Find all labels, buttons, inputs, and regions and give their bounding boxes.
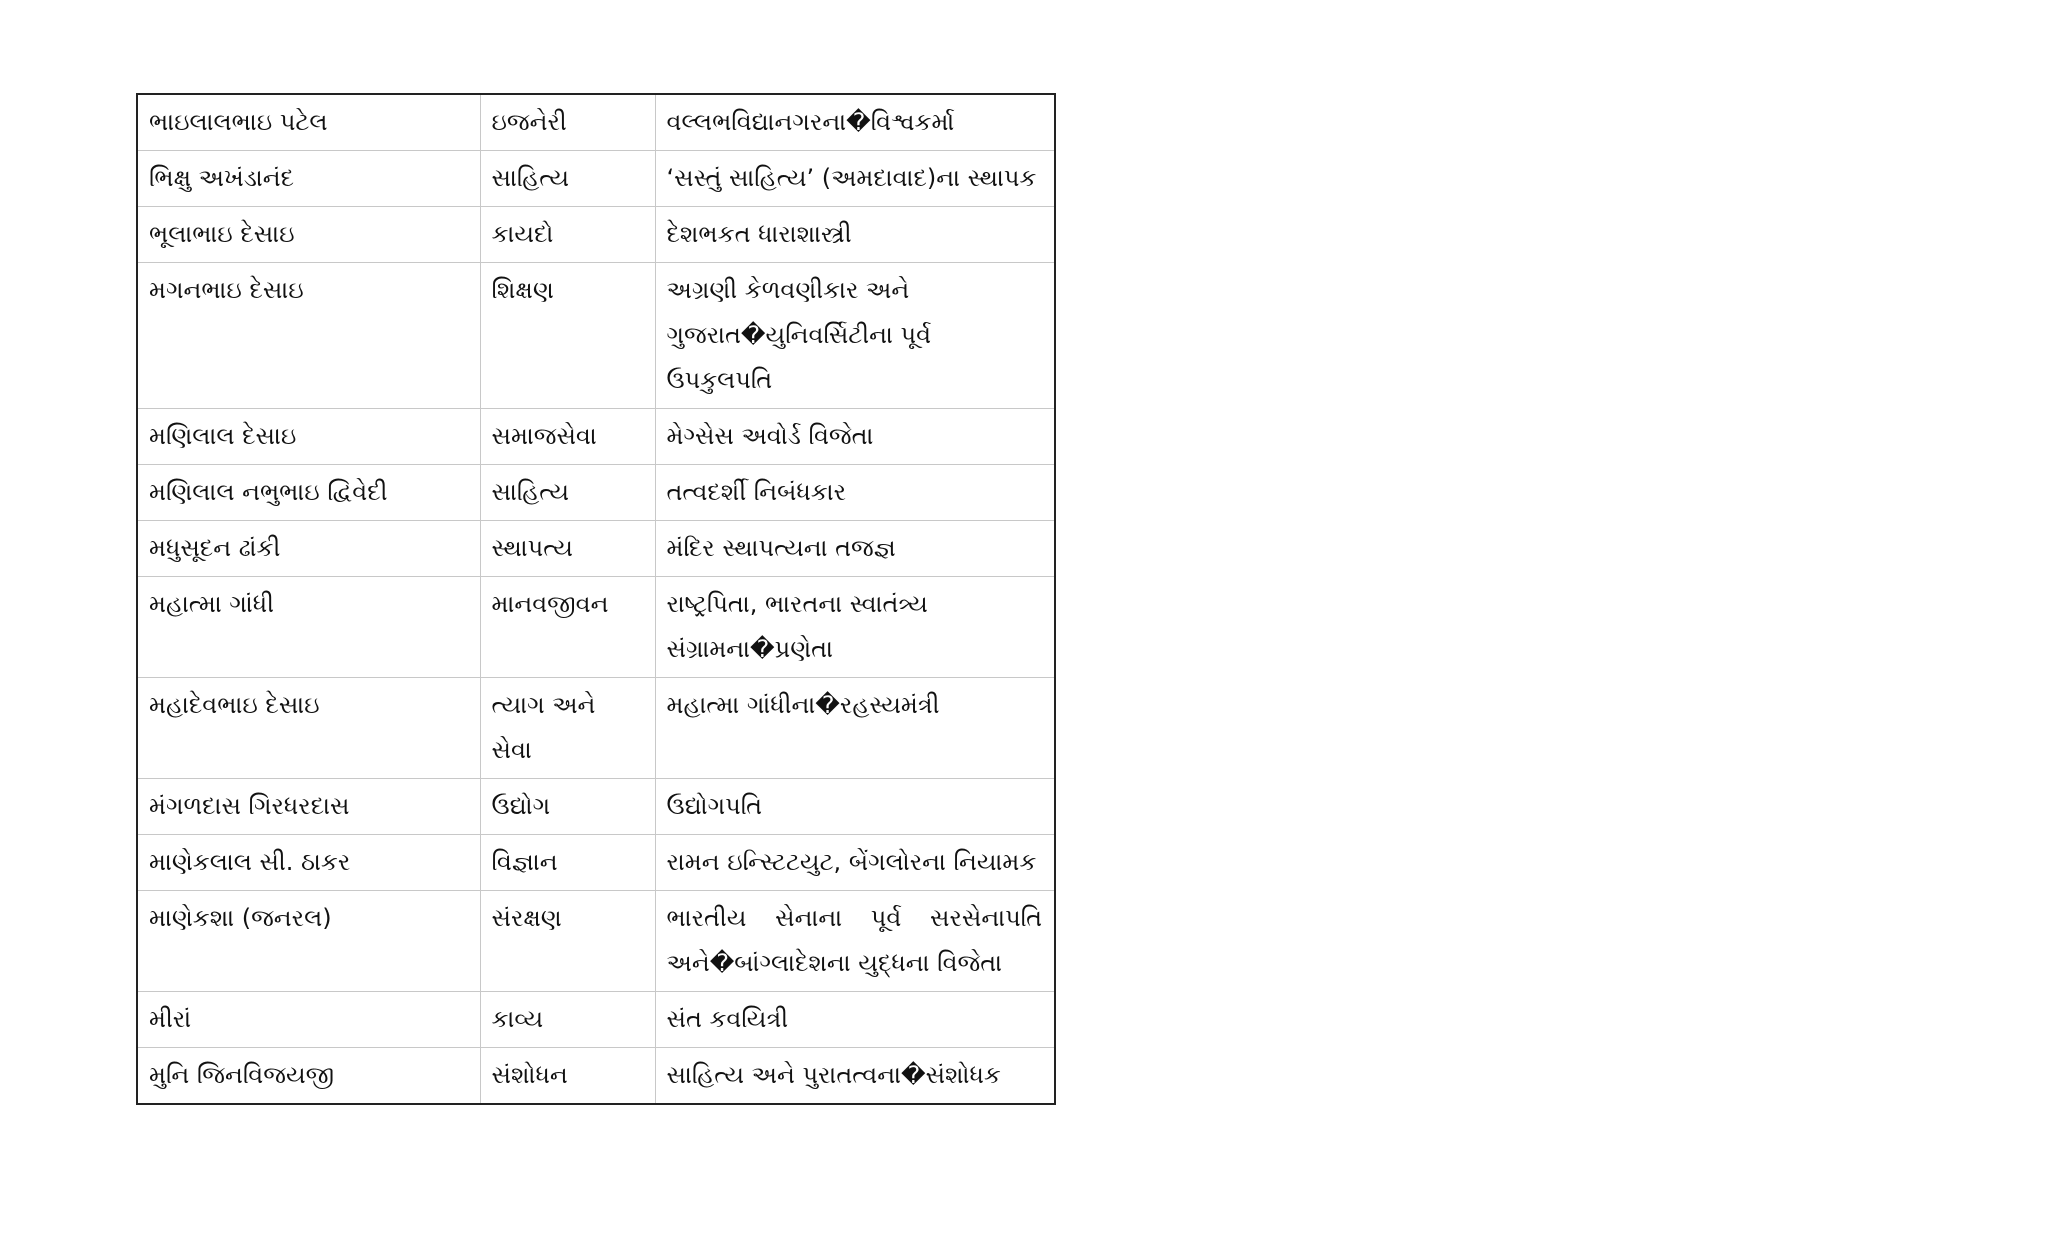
field-cell: ઉદ્યોગ xyxy=(480,779,655,835)
description-cell: રાષ્ટ્રપિતા, ભારતના સ્વાતંત્ર્ય સંગ્રામના�પ્રણેતા xyxy=(655,577,1055,678)
name-cell: મધુસૂદન ઢાંકી xyxy=(137,521,480,577)
field-cell: સ્થાપત્ય xyxy=(480,521,655,577)
description-cell: દેશભકત ધારાશાસ્ત્રી xyxy=(655,207,1055,263)
description-cell: સંત કવયિત્રી xyxy=(655,992,1055,1048)
table-row xyxy=(137,577,1055,678)
description-cell: મેગ્સેસ અવોર્ડ વિજેતા xyxy=(655,409,1055,465)
table-row xyxy=(137,207,1055,263)
field-cell: ઇજનેરી xyxy=(480,94,655,151)
table-row xyxy=(137,151,1055,207)
field-cell: સાહિત્ય xyxy=(480,151,655,207)
name-cell: મણિલાલ દેસાઇ xyxy=(137,409,480,465)
table-row xyxy=(137,1048,1055,1105)
description-cell: ભારતીય સેનાના પૂર્વ સરસેનાપતિ અને�બાંગ્લાદેશના યુદ્ધના વિજેતા xyxy=(655,891,1055,992)
field-cell: માનવજીવન xyxy=(480,577,655,678)
table-row xyxy=(137,891,1055,992)
description-cell: રામન ઇન્સ્ટિટયુટ, બેંગલોરના નિયામક xyxy=(655,835,1055,891)
table-row xyxy=(137,779,1055,835)
description-cell: ‘સસ્તું સાહિત્ય’ (અમદાવાદ)ના સ્થાપક xyxy=(655,151,1055,207)
name-cell: મહાદેવભાઇ દેસાઇ xyxy=(137,678,480,779)
field-cell: સંરક્ષણ xyxy=(480,891,655,992)
table-row xyxy=(137,263,1055,409)
name-cell: ભાઇલાલભાઇ પટેલ xyxy=(137,94,480,151)
name-cell: મુનિ જિનવિજયજી xyxy=(137,1048,480,1105)
description-cell: મહાત્મા ગાંધીના�રહસ્યમંત્રી xyxy=(655,678,1055,779)
field-cell: સાહિત્ય xyxy=(480,465,655,521)
description-cell: ઉદ્યોગપતિ xyxy=(655,779,1055,835)
table-row xyxy=(137,521,1055,577)
table-row xyxy=(137,409,1055,465)
table-row xyxy=(137,94,1055,151)
personalities-table xyxy=(136,93,1056,1105)
field-cell: સંશોધન xyxy=(480,1048,655,1105)
field-cell: શિક્ષણ xyxy=(480,263,655,409)
name-cell: ભૂલાભાઇ દેસાઇ xyxy=(137,207,480,263)
name-cell: ભિક્ષુ અખંડાનંદ xyxy=(137,151,480,207)
name-cell: મહાત્મા ગાંધી xyxy=(137,577,480,678)
field-cell: કાયદો xyxy=(480,207,655,263)
name-cell: માણેકલાલ સી. ઠાકર xyxy=(137,835,480,891)
name-cell: મગનભાઇ દેસાઇ xyxy=(137,263,480,409)
field-cell: વિજ્ઞાન xyxy=(480,835,655,891)
name-cell: મણિલાલ નભુભાઇ દ્વિવેદી xyxy=(137,465,480,521)
table-row xyxy=(137,678,1055,779)
field-cell: કાવ્ય xyxy=(480,992,655,1048)
name-cell: માણેકશા (જનરલ) xyxy=(137,891,480,992)
description-cell: અગ્રણી કેળવણીકાર અને ગુજરાત�યુનિવર્સિટીના પૂર્વ ઉપકુલપતિ xyxy=(655,263,1055,409)
description-cell: વલ્લભવિદ્યાનગરના�વિશ્વકર્મા xyxy=(655,94,1055,151)
field-cell: સમાજસેવા xyxy=(480,409,655,465)
document-page xyxy=(136,93,1054,1105)
name-cell: મીરાં xyxy=(137,992,480,1048)
description-cell: મંદિર સ્થાપત્યના તજજ્ઞ xyxy=(655,521,1055,577)
description-cell: સાહિત્ય અને પુરાતત્વના�સંશોધક xyxy=(655,1048,1055,1105)
description-cell: તત્વદર્શી નિબંધકાર xyxy=(655,465,1055,521)
field-cell: ત્યાગ અને સેવા xyxy=(480,678,655,779)
table-row xyxy=(137,465,1055,521)
table-row xyxy=(137,835,1055,891)
name-cell: મંગળદાસ ગિરધરદાસ xyxy=(137,779,480,835)
table-row xyxy=(137,992,1055,1048)
